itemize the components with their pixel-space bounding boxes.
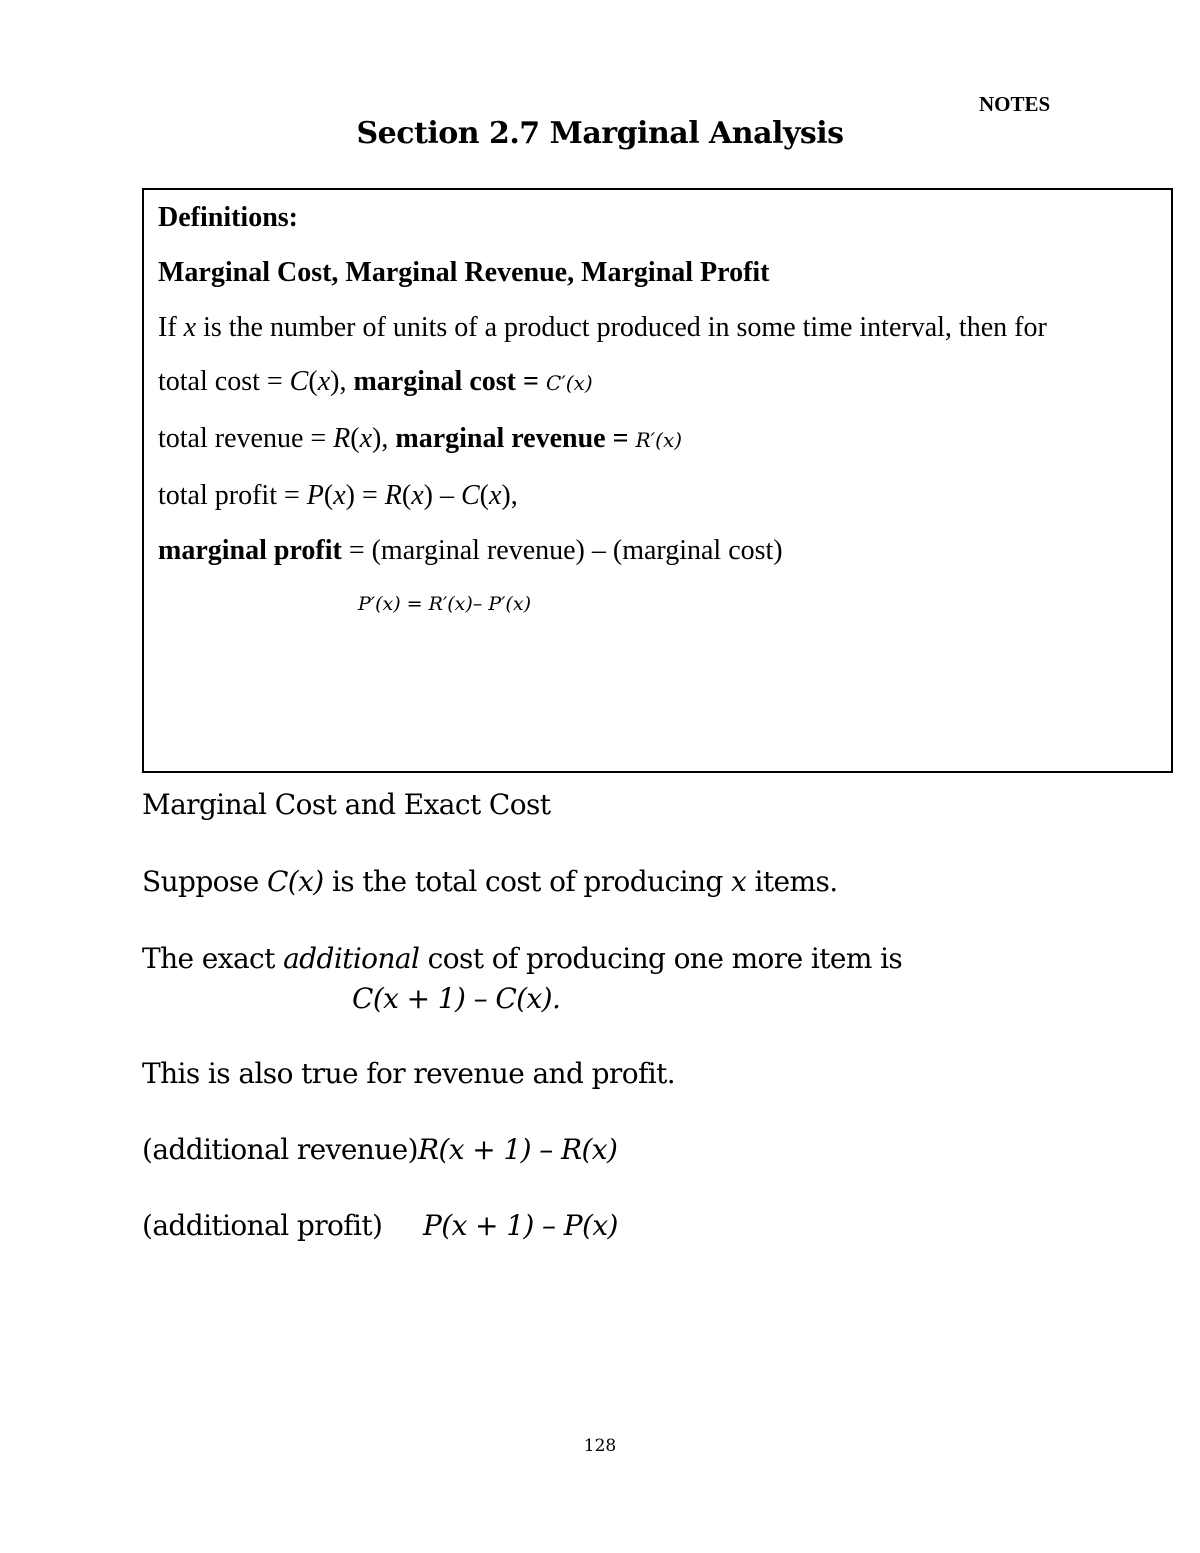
marginal-profit-line (158, 535, 783, 567)
suppose-text-3: items. (746, 865, 838, 898)
exact-text-1: The exact (142, 942, 284, 975)
cost-text-1: total cost = (158, 366, 290, 397)
profit-text-2: ( (323, 480, 334, 511)
revenue-text-3: ), (372, 423, 396, 454)
revenue-var: x (359, 423, 373, 454)
total-revenue-line (158, 423, 682, 455)
profit-text-4: ( (401, 480, 412, 511)
additional-profit-math: P(x + 1) – P(x) (423, 1209, 618, 1242)
profit-var-1: x (333, 480, 346, 511)
cost-var: x (317, 366, 331, 397)
additional-revenue-line (142, 1133, 617, 1166)
definitions-heading: Definitions: (158, 202, 298, 233)
revenue-text-1: total revenue = (158, 423, 334, 454)
marginal-profit-label: marginal profit (158, 535, 342, 566)
definitions-subheading: Marginal Cost, Marginal Revenue, Marginal Profit (158, 257, 770, 288)
section-heading: Marginal Cost and Exact Cost (142, 788, 551, 821)
also-true-line: This is also true for revenue and profit. (142, 1057, 676, 1090)
notes-label: NOTES (979, 92, 1051, 116)
marginal-profit-rest: = (marginal revenue) – (marginal cost) (341, 535, 783, 566)
marginal-cost-label: marginal cost = (353, 366, 546, 397)
profit-var-3: x (488, 480, 502, 511)
revenue-text-2: ( (350, 423, 360, 454)
cost-text-3: ), (330, 366, 354, 397)
suppose-text-1: Suppose (142, 865, 267, 898)
total-profit-line (158, 480, 518, 512)
profit-text-7: ), (501, 480, 518, 511)
page-title: Section 2.7 Marginal Analysis (356, 116, 844, 151)
definitions-box (142, 188, 1173, 773)
suppose-math-1: C(x) (266, 865, 324, 898)
additional-revenue-label: (additional revenue) (142, 1133, 418, 1166)
exact-italic: additional (283, 942, 420, 975)
profit-var-2: x (411, 480, 424, 511)
additional-profit-label: (additional profit) (142, 1209, 383, 1242)
suppose-text-2: is the total cost of producing (323, 865, 732, 898)
intro-var: x (183, 312, 197, 343)
exact-cost-formula: C(x + 1) – C(x). (352, 982, 561, 1015)
suppose-line (142, 865, 838, 898)
profit-text-3: ) = (345, 480, 385, 511)
additional-revenue-math: R(x + 1) – R(x) (417, 1133, 618, 1166)
profit-fn-2: R (384, 480, 402, 511)
marginal-revenue-math: R′(x) (635, 428, 683, 452)
marginal-profit-formula: P′(x) = R′(x)– P′(x) (358, 593, 531, 615)
intro-text-1: If (158, 312, 184, 343)
profit-text-5: ) – (423, 480, 461, 511)
cost-fn: C (289, 366, 309, 397)
marginal-revenue-label: marginal revenue = (395, 423, 636, 454)
suppose-math-2: x (731, 865, 747, 898)
page-number: 128 (583, 1436, 617, 1456)
exact-text-2: cost of producing one more item is (419, 942, 903, 975)
total-cost-line (158, 366, 593, 398)
profit-text-1: total profit = (158, 480, 307, 511)
profit-fn-1: P (306, 480, 324, 511)
profit-text-6: ( (479, 480, 489, 511)
marginal-cost-math: C′(x) (545, 371, 593, 395)
definitions-intro (158, 312, 1047, 344)
intro-text-2: is the number of units of a product produced in some time interval, then for (196, 312, 1047, 343)
profit-fn-3: C (460, 480, 480, 511)
exact-cost-line (142, 942, 902, 975)
cost-text-2: ( (308, 366, 318, 397)
revenue-fn: R (333, 423, 351, 454)
